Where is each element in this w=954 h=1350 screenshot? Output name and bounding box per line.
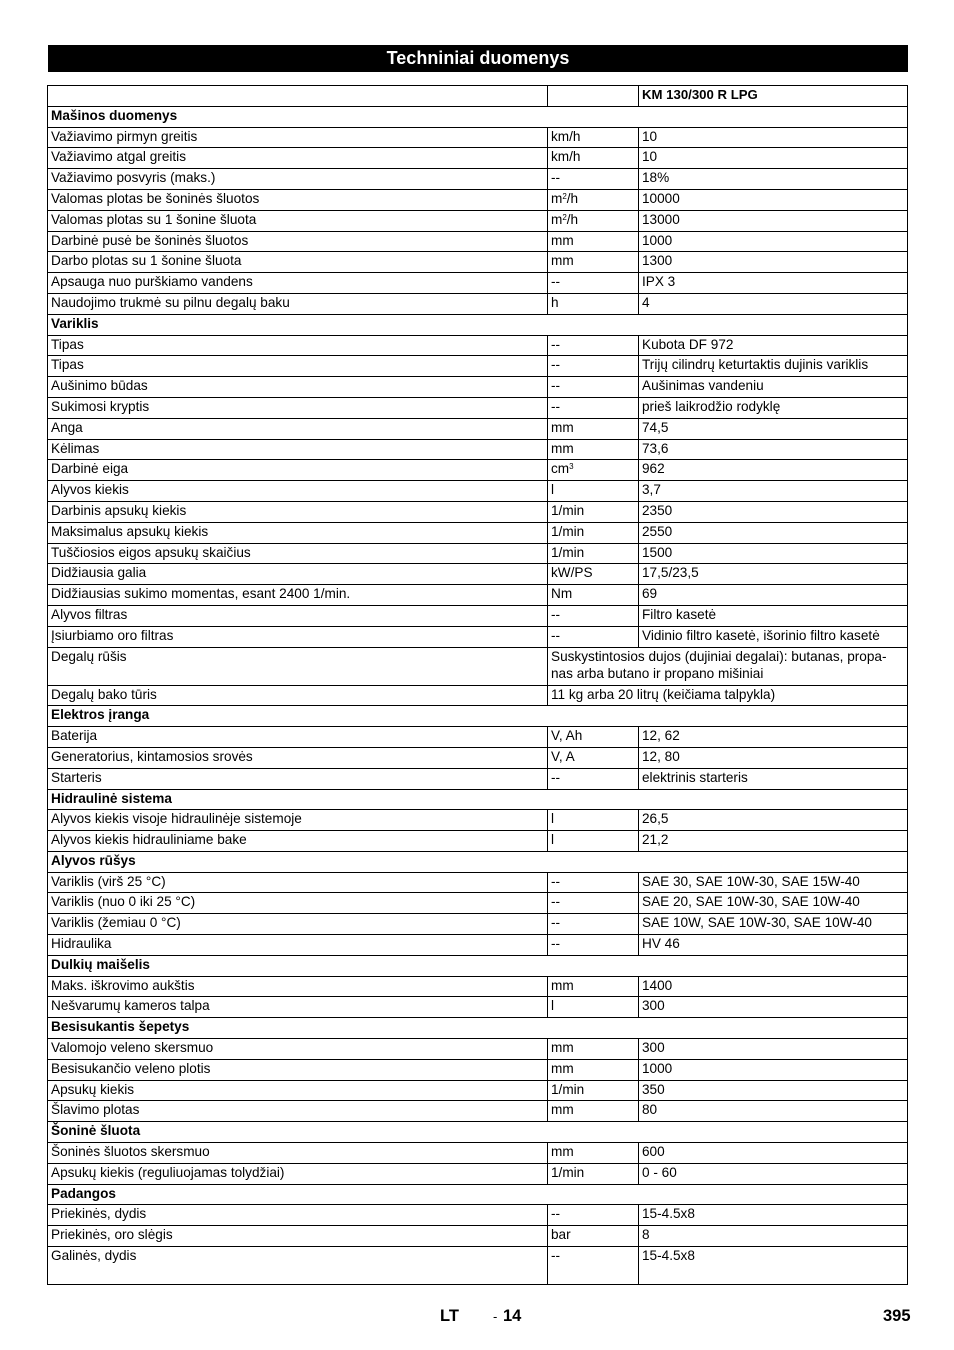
row-value: Vidinio filtro kasetė, išorinio filtro kasetė	[639, 626, 908, 647]
row-value: SAE 20, SAE 10W-30, SAE 10W-40	[639, 893, 908, 914]
table-row	[48, 439, 908, 460]
row-unit: $cm^3$	[548, 460, 639, 481]
row-value: 15-4.5x8	[639, 1247, 908, 1285]
table-row	[48, 768, 908, 789]
row-value: 17,5/23,5	[639, 564, 908, 585]
row-value: 600	[639, 1143, 908, 1164]
row-label: Variklis (nuo 0 iki 25 °C)	[48, 893, 548, 914]
table-row	[48, 335, 908, 356]
row-label: Važiavimo atgal greitis	[48, 148, 548, 169]
row-label: Alyvos kiekis hidrauliniame bake	[48, 831, 548, 852]
table-row	[48, 747, 908, 768]
row-label: Besisukančio veleno plotis	[48, 1059, 548, 1080]
row-value: 300	[639, 997, 908, 1018]
row-label: Tuščiosios eigos apsukų skaičius	[48, 543, 548, 564]
row-unit: --	[548, 893, 639, 914]
table-header-row	[48, 86, 908, 107]
row-unit: mm	[548, 231, 639, 252]
row-label: Apsukų kiekis (reguliuojamas tolydžiai)	[48, 1163, 548, 1184]
row-value: 10	[639, 127, 908, 148]
table-row	[48, 727, 908, 748]
row-label: Valomas plotas be šoninės šluotos	[48, 189, 548, 210]
table-row	[48, 893, 908, 914]
row-unit: l	[548, 481, 639, 502]
row-unit: mm	[548, 439, 639, 460]
table-row	[48, 914, 908, 935]
footer-page-number: 395	[883, 1307, 911, 1325]
row-value: 69	[639, 585, 908, 606]
header-label-cell	[48, 86, 548, 107]
footer-local-page: 14	[503, 1307, 522, 1325]
row-value: 1000	[639, 231, 908, 252]
row-unit: h	[548, 293, 639, 314]
row-unit: --	[548, 356, 639, 377]
row-label: Generatorius, kintamosios srovės	[48, 747, 548, 768]
row-value: prieš laikrodžio rodyklę	[639, 397, 908, 418]
table-row	[48, 377, 908, 398]
row-value: Trijų cilindrų keturtaktis dujinis variklis	[639, 356, 908, 377]
row-unit: mm	[548, 252, 639, 273]
row-label: Priekinės, dydis	[48, 1205, 548, 1226]
row-label: Starteris	[48, 768, 548, 789]
row-value: 73,6	[639, 439, 908, 460]
row-label: Tipas	[48, 335, 548, 356]
section-row	[48, 1018, 908, 1039]
row-label: Važiavimo pirmyn greitis	[48, 127, 548, 148]
row-value: Kubota DF 972	[639, 335, 908, 356]
row-value: elektrinis starteris	[639, 768, 908, 789]
row-label: Valomojo veleno skersmuo	[48, 1039, 548, 1060]
row-unit: --	[548, 605, 639, 626]
row-label: Variklis (virš 25 °C)	[48, 872, 548, 893]
section-row	[48, 1184, 908, 1205]
table-row	[48, 252, 908, 273]
row-value: 0 - 60	[639, 1163, 908, 1184]
row-label: Tipas	[48, 356, 548, 377]
row-label: Darbo plotas su 1 šonine šluota	[48, 252, 548, 273]
row-unit: --	[548, 377, 639, 398]
row-label: Šoninės šluotos skersmuo	[48, 1143, 548, 1164]
section-title: Alyvos rūšys	[48, 851, 908, 872]
row-unit: 1/min	[548, 543, 639, 564]
table-row	[48, 231, 908, 252]
row-value: SAE 10W, SAE 10W-30, SAE 10W-40	[639, 914, 908, 935]
row-unit: V, Ah	[548, 727, 639, 748]
table-row	[48, 585, 908, 606]
section-title: Hidraulinė sistema	[48, 789, 908, 810]
row-unit: --	[548, 626, 639, 647]
row-label: Sukimosi kryptis	[48, 397, 548, 418]
row-unit: mm	[548, 418, 639, 439]
row-value: 1300	[639, 252, 908, 273]
table-row	[48, 460, 908, 481]
row-unit: --	[548, 335, 639, 356]
row-unit: mm	[548, 976, 639, 997]
row-unit: --	[548, 1205, 639, 1226]
footer-language: LT	[440, 1307, 459, 1325]
row-value: 26,5	[639, 810, 908, 831]
row-unit: mm	[548, 1039, 639, 1060]
row-unit: $m^2/h$	[548, 210, 639, 231]
row-label: Maksimalus apsukų kiekis	[48, 522, 548, 543]
table-row	[48, 293, 908, 314]
row-label: Nešvarumų kameros talpa	[48, 997, 548, 1018]
technical-data-table	[47, 85, 908, 1285]
table-row	[48, 1247, 908, 1285]
row-label: Įsiurbiamo oro filtras	[48, 626, 548, 647]
table-row	[48, 418, 908, 439]
row-unit: bar	[548, 1226, 639, 1247]
row-label: Didžiausia galia	[48, 564, 548, 585]
table-row	[48, 1059, 908, 1080]
row-label: Darbinė eiga	[48, 460, 548, 481]
section-row	[48, 314, 908, 335]
row-unit: 1/min	[548, 522, 639, 543]
row-value: 2550	[639, 522, 908, 543]
row-merged-value: Suskystintosios dujos (dujiniai degalai): butanas, propa- nas arba butano ir propano mišiniai	[548, 647, 908, 685]
table-row	[48, 397, 908, 418]
row-unit: mm	[548, 1143, 639, 1164]
row-value: 2350	[639, 501, 908, 522]
table-row	[48, 210, 908, 231]
row-label: Važiavimo posvyris (maks.)	[48, 169, 548, 190]
row-value: 8	[639, 1226, 908, 1247]
table-row	[48, 831, 908, 852]
page-title: Techniniai duomenys	[48, 45, 908, 72]
row-unit: Nm	[548, 585, 639, 606]
row-value: Filtro kasetė	[639, 605, 908, 626]
row-label: Variklis (žemiau 0 °C)	[48, 914, 548, 935]
row-label: Degalų rūšis	[48, 647, 548, 685]
table-row	[48, 189, 908, 210]
table-row	[48, 1143, 908, 1164]
row-label: Aušinimo būdas	[48, 377, 548, 398]
row-unit: --	[548, 1247, 639, 1285]
row-value: SAE 30, SAE 10W-30, SAE 15W-40	[639, 872, 908, 893]
section-title: Padangos	[48, 1184, 908, 1205]
row-unit: l	[548, 810, 639, 831]
row-label: Alyvos kiekis	[48, 481, 548, 502]
row-value: 21,2	[639, 831, 908, 852]
row-label: Priekinės, oro slėgis	[48, 1226, 548, 1247]
table-row	[48, 647, 908, 685]
section-row	[48, 851, 908, 872]
row-value: 10000	[639, 189, 908, 210]
row-value: HV 46	[639, 935, 908, 956]
row-unit: V, A	[548, 747, 639, 768]
row-value: 1000	[639, 1059, 908, 1080]
row-unit: l	[548, 997, 639, 1018]
row-value: 1500	[639, 543, 908, 564]
section-title: Besisukantis šepetys	[48, 1018, 908, 1039]
section-title: Mašinos duomenys	[48, 106, 908, 127]
section-title: Elektros įranga	[48, 706, 908, 727]
table-row	[48, 1226, 908, 1247]
table-row	[48, 1080, 908, 1101]
row-value: 10	[639, 148, 908, 169]
row-label: Apsauga nuo purškiamo vandens	[48, 273, 548, 294]
row-label: Degalų bako tūris	[48, 685, 548, 706]
row-value: 962	[639, 460, 908, 481]
row-label: Apsukų kiekis	[48, 1080, 548, 1101]
row-value: 80	[639, 1101, 908, 1122]
row-unit: $m^2/h$	[548, 189, 639, 210]
section-row	[48, 1122, 908, 1143]
row-value: 18%	[639, 169, 908, 190]
row-unit: --	[548, 273, 639, 294]
footer-dash: -	[493, 1309, 498, 1324]
row-merged-value: 11 kg arba 20 litrų (keičiama talpykla)	[548, 685, 908, 706]
table-row	[48, 1101, 908, 1122]
row-label: Darbinė pusė be šoninės šluotos	[48, 231, 548, 252]
row-value: 15-4.5x8	[639, 1205, 908, 1226]
table-row	[48, 976, 908, 997]
row-label: Maks. iškrovimo aukštis	[48, 976, 548, 997]
section-title: Šoninė šluota	[48, 1122, 908, 1143]
table-row	[48, 148, 908, 169]
row-label: Naudojimo trukmė su pilnu degalų baku	[48, 293, 548, 314]
row-value: 12, 80	[639, 747, 908, 768]
row-unit: kW/PS	[548, 564, 639, 585]
row-value: 13000	[639, 210, 908, 231]
row-unit: km/h	[548, 127, 639, 148]
table-row	[48, 481, 908, 502]
row-unit: --	[548, 768, 639, 789]
section-row	[48, 706, 908, 727]
row-unit: l	[548, 831, 639, 852]
row-value: 12, 62	[639, 727, 908, 748]
row-label: Alyvos kiekis visoje hidraulinėje sistemoje	[48, 810, 548, 831]
model-header: KM 130/300 R LPG	[639, 86, 908, 107]
row-unit: --	[548, 169, 639, 190]
row-label: Valomas plotas su 1 šonine šluota	[48, 210, 548, 231]
row-label: Darbinis apsukų kiekis	[48, 501, 548, 522]
table-row	[48, 273, 908, 294]
table-row	[48, 935, 908, 956]
table-row	[48, 564, 908, 585]
row-value: 1400	[639, 976, 908, 997]
row-label: Hidraulika	[48, 935, 548, 956]
table-row	[48, 1039, 908, 1060]
row-label: Šlavimo plotas	[48, 1101, 548, 1122]
row-value: 4	[639, 293, 908, 314]
row-unit: --	[548, 914, 639, 935]
row-label: Galinės, dydis	[48, 1247, 548, 1285]
section-row	[48, 955, 908, 976]
row-label: Anga	[48, 418, 548, 439]
table-row	[48, 1205, 908, 1226]
row-label: Kėlimas	[48, 439, 548, 460]
row-unit: --	[548, 935, 639, 956]
header-unit-cell	[548, 86, 639, 107]
table-row	[48, 626, 908, 647]
row-value: 300	[639, 1039, 908, 1060]
row-unit: 1/min	[548, 1080, 639, 1101]
table-row	[48, 501, 908, 522]
table-row	[48, 522, 908, 543]
table-row	[48, 605, 908, 626]
row-unit: 1/min	[548, 1163, 639, 1184]
row-unit: --	[548, 872, 639, 893]
table-row	[48, 1163, 908, 1184]
row-unit: --	[548, 397, 639, 418]
row-value: 3,7	[639, 481, 908, 502]
row-value: 350	[639, 1080, 908, 1101]
table-row	[48, 356, 908, 377]
row-label: Didžiausias sukimo momentas, esant 2400 1/min.	[48, 585, 548, 606]
table-row	[48, 543, 908, 564]
row-unit: km/h	[548, 148, 639, 169]
row-label: Baterija	[48, 727, 548, 748]
row-unit: mm	[548, 1101, 639, 1122]
row-value: Aušinimas vandeniu	[639, 377, 908, 398]
row-value: 74,5	[639, 418, 908, 439]
row-value: IPX 3	[639, 273, 908, 294]
row-label: Alyvos filtras	[48, 605, 548, 626]
table-row	[48, 127, 908, 148]
section-title: Dulkių maišelis	[48, 955, 908, 976]
row-unit: mm	[548, 1059, 639, 1080]
table-row	[48, 685, 908, 706]
table-row	[48, 872, 908, 893]
section-row	[48, 106, 908, 127]
row-unit: 1/min	[548, 501, 639, 522]
table-row	[48, 169, 908, 190]
table-row	[48, 997, 908, 1018]
section-row	[48, 789, 908, 810]
table-row	[48, 810, 908, 831]
section-title: Variklis	[48, 314, 908, 335]
